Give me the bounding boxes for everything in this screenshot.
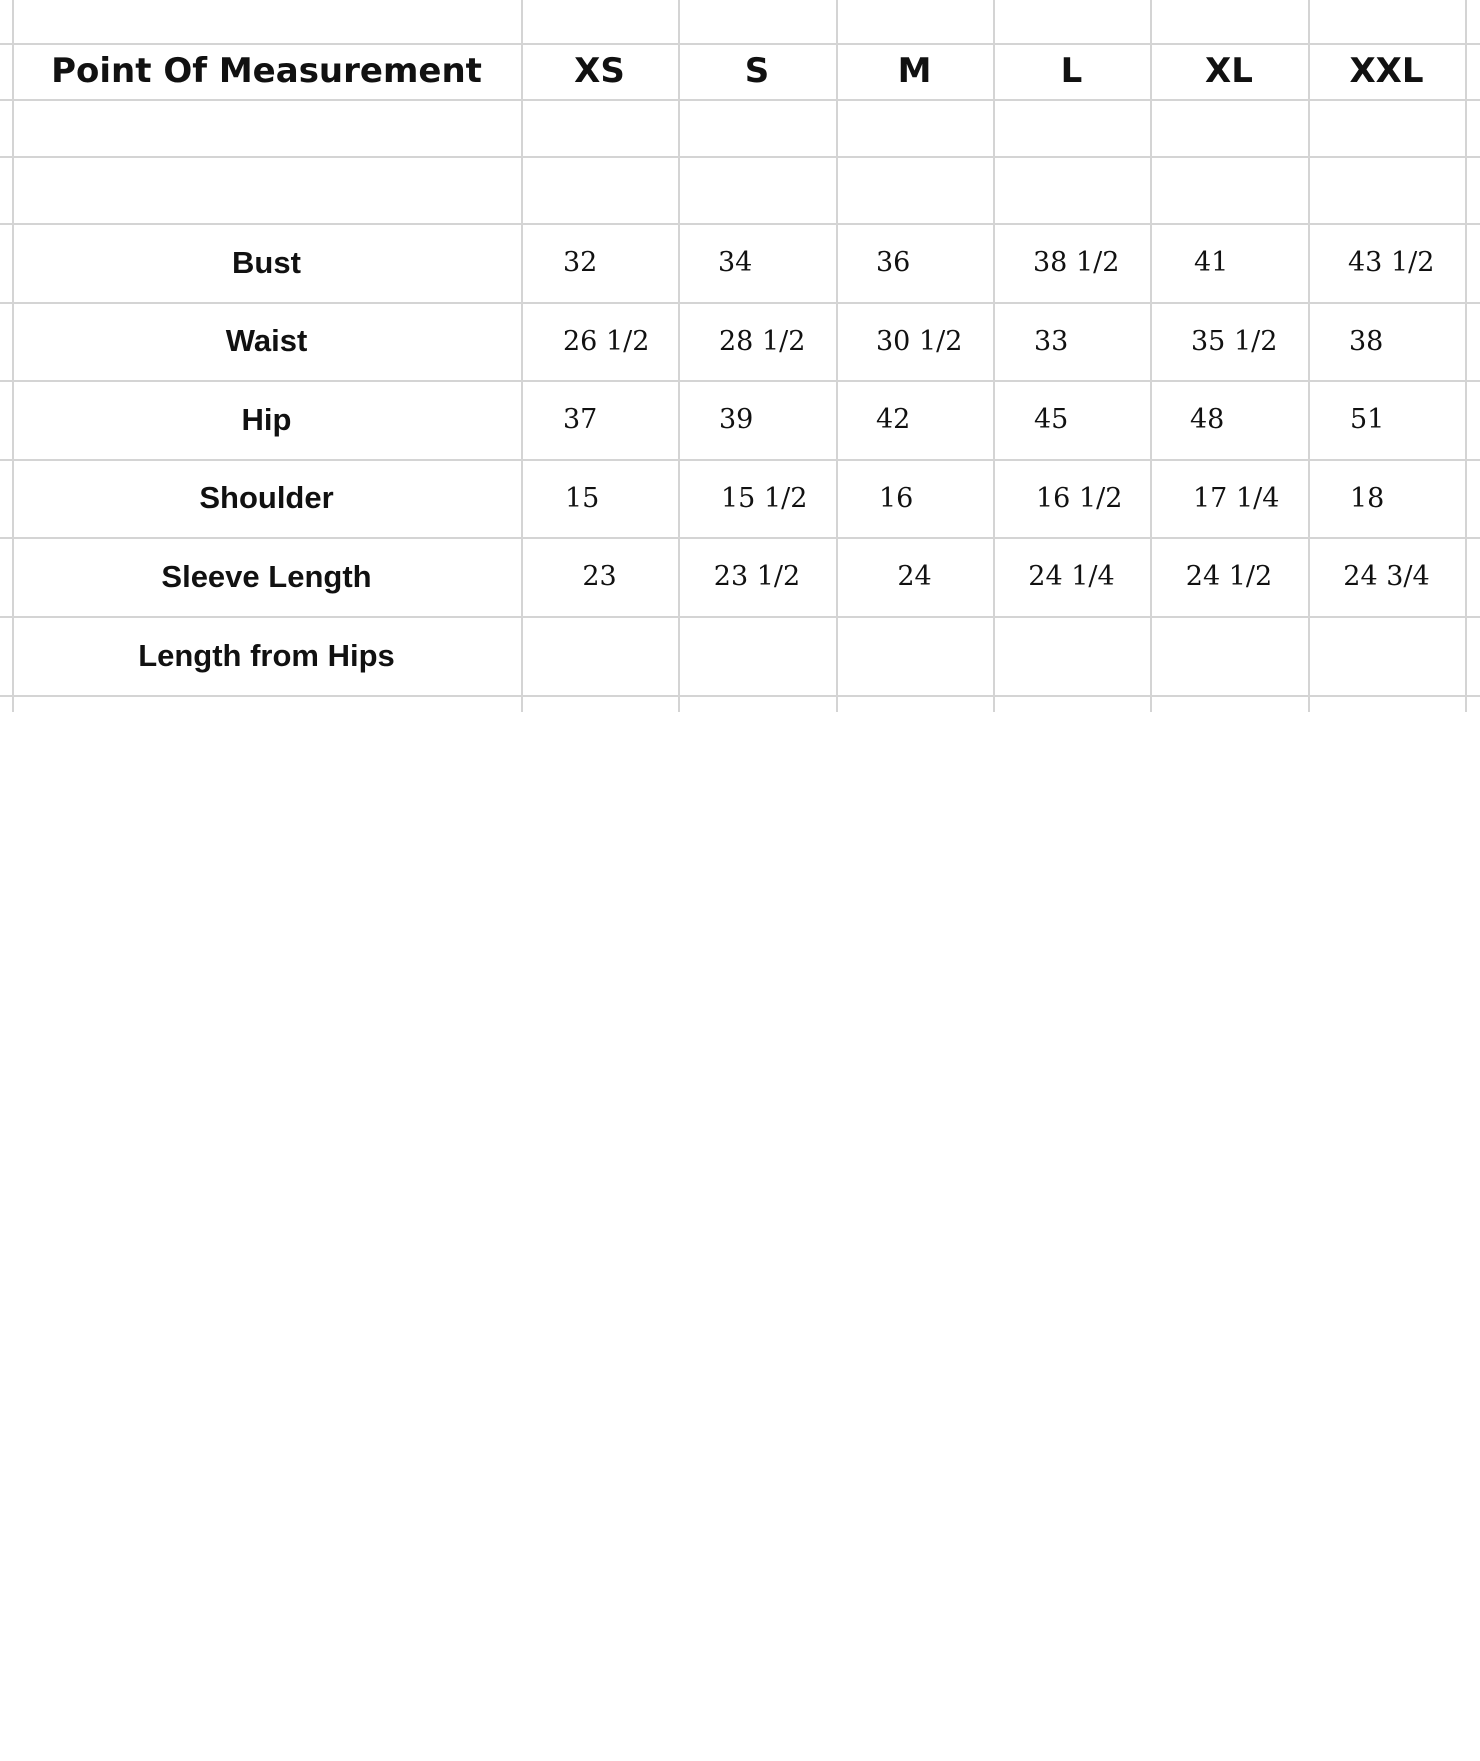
table-cell: 43 1/2 [1348, 247, 1435, 278]
header-size-xs: XS [574, 51, 625, 91]
table-cell: 42 [876, 404, 911, 435]
table-cell: 23 [582, 561, 617, 592]
table-cell: 32 [563, 247, 598, 278]
header-size-l: L [1060, 51, 1083, 91]
grid-line [1465, 0, 1467, 712]
table-cell: 35 1/2 [1191, 325, 1278, 357]
row-label-length-from-hips: Length from Hips [138, 637, 395, 673]
row-label-waist: Waist [225, 323, 308, 358]
table-cell: 38 1/2 [1033, 247, 1120, 278]
table-cell: 17 1/4 [1193, 482, 1280, 514]
size-chart-grid [0, 0, 1480, 712]
table-cell: 23 1/2 [713, 561, 801, 592]
table-cell: 15 [565, 482, 600, 514]
row-label-bust: Bust [232, 244, 301, 280]
table-cell: 41 [1194, 247, 1229, 278]
header-size-m: M [897, 51, 932, 91]
table-cell: 18 [1350, 482, 1385, 514]
table-cell: 33 [1034, 325, 1069, 357]
header-point-of-measurement: Point Of Measurement [51, 51, 482, 91]
header-size-xxl: XXL [1349, 51, 1424, 91]
row-label-hip: Hip [241, 401, 292, 437]
header-size-s: S [744, 51, 770, 91]
row-label-shoulder: Shoulder [199, 480, 334, 515]
table-cell: 34 [718, 247, 753, 278]
table-cell: 16 [879, 482, 914, 514]
row-label-sleeve-length: Sleeve Length [161, 558, 372, 594]
table-cell: 16 1/2 [1036, 482, 1123, 514]
grid-line [0, 156, 1480, 158]
table-cell: 39 [719, 404, 754, 435]
header-size-xl: XL [1205, 51, 1253, 91]
table-cell: 24 3/4 [1343, 561, 1430, 592]
table-cell: 24 1/4 [1028, 561, 1115, 592]
table-cell: 38 [1349, 325, 1384, 357]
table-cell: 37 [563, 404, 598, 435]
grid-line [0, 695, 1480, 697]
table-cell: 51 [1350, 404, 1385, 435]
table-cell: 26 1/2 [563, 325, 650, 357]
grid-line [0, 99, 1480, 101]
table-cell: 28 1/2 [719, 325, 806, 357]
table-cell: 36 [876, 247, 911, 278]
table-cell: 15 1/2 [721, 482, 808, 514]
table-cell: 30 1/2 [876, 325, 963, 357]
table-cell: 48 [1190, 404, 1225, 435]
table-cell: 45 [1034, 404, 1069, 435]
table-cell: 24 [897, 561, 932, 592]
table-cell: 24 1/2 [1185, 561, 1273, 592]
